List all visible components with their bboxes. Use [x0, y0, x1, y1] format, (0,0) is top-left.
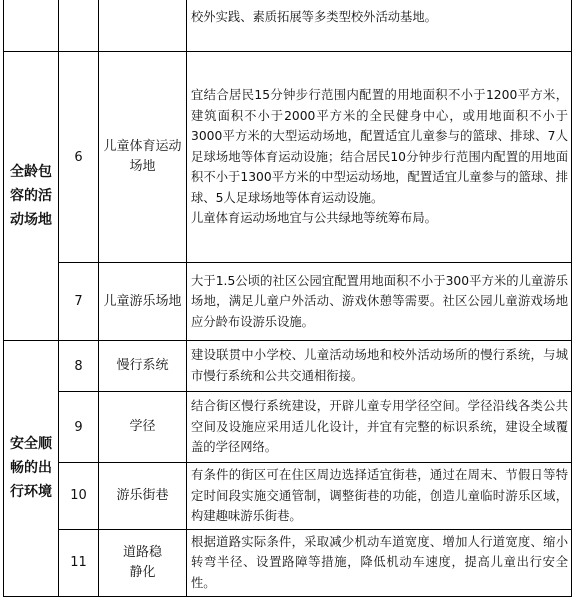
item-number: 7 [59, 263, 99, 341]
item-name: 学径 [99, 392, 187, 463]
item-name: 儿童体育运动场地 [99, 52, 187, 263]
description-text: 建设联贯中小学校、儿童活动场地和校外活动场所的慢行系统，与城市慢行系统和公共交通相衔接。 [191, 348, 568, 383]
table-row [4, 463, 572, 530]
category-cell-empty [4, 0, 59, 52]
description-text: 根据道路实际条件，采取减少机动车道宽度、增加人行道宽度、缩小转弯半径、设置路障等措施，降低机动车速度，提高儿童出行安全性。 [191, 534, 568, 590]
table-row [4, 0, 572, 52]
table-row [4, 529, 572, 596]
description-cell [187, 529, 572, 596]
item-number: 10 [59, 463, 99, 530]
table-row [4, 52, 572, 263]
description-cell [187, 341, 572, 392]
item-number: 8 [59, 341, 99, 392]
item-name: 游乐街巷 [99, 463, 187, 530]
description-cell [187, 0, 572, 52]
description-text: 结合街区慢行系统建设，开辟儿童专用学径空间。学径沿线各类公共空间及设施应采用适儿化设计，并宜有完整的标识系统，建设全域覆盖的学径网络。 [191, 399, 568, 455]
category-cell: 全龄包容的活动场地 [4, 52, 59, 341]
description-text: 大于1.5公顷的社区公园宜配置用地面积不小于300平方米的儿童游乐场地，满足儿童户外活动、游戏休憩等需要。社区公园儿童游戏场地应分龄布设游乐设施。 [191, 273, 568, 329]
table-row [4, 392, 572, 463]
category-cell: 安全顺畅的出行环境 [4, 341, 59, 597]
description-cell [187, 392, 572, 463]
name-cell-empty [99, 0, 187, 52]
description-text: 儿童体育运动场地宜与公共绿地等统筹布局。 [191, 211, 437, 226]
item-name: 道路稳静化 [99, 529, 187, 596]
number-cell-empty [59, 0, 99, 52]
description-text: 宜结合居民15分钟步行范围内配置的用地面积不小于1200平方米，建筑面积不小于2000平方米的全民健身中心，或用地面积不小于3000平方米的大型运动场地，配置适宜儿童参与的篮球、排球、7人足球场地等体育运动设施；结合居民10分钟步行范围内配置的用地面积不小于1300平方米的中型运动场地，配置适宜儿童参与的篮球、排球、5人足球场地等体育运动设施。 [191, 87, 568, 205]
table-row [4, 263, 572, 341]
description-cell [187, 52, 572, 263]
item-number: 6 [59, 52, 99, 263]
description-cell [187, 263, 572, 341]
item-number: 11 [59, 529, 99, 596]
spec-table [3, 0, 572, 597]
description-cell [187, 463, 572, 530]
description-text: 校外实践、素质拓展等多类型校外活动基地。 [191, 10, 437, 24]
item-name: 儿童游乐场地 [99, 263, 187, 341]
description-text: 有条件的街区可在住区周边选择适宜街巷，通过在周末、节假日等特定时间段实施交通管制，调整街巷的功能，创造儿童临时游乐区域，构建趣味游乐街巷。 [191, 468, 568, 524]
table-row [4, 341, 572, 392]
item-name: 慢行系统 [99, 341, 187, 392]
item-number: 9 [59, 392, 99, 463]
